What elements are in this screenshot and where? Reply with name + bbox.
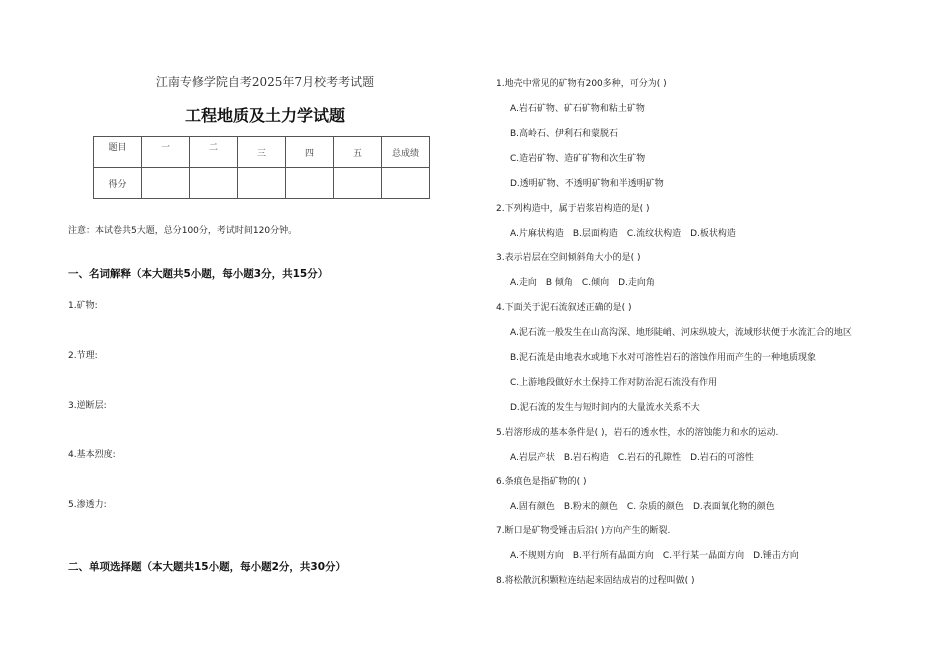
question-option: C. 杂质的颜色 xyxy=(626,502,684,512)
question-option: D.泥石流的发生与短时间内的大量流水关系不大 xyxy=(510,403,700,413)
question-stem: 1.地壳中常见的矿物有200多种，可分为( ) xyxy=(496,79,667,89)
section2-title: 二、单项选择题（本大题共15小题，每小题2分，共30分） xyxy=(68,561,347,573)
question-option: D.锤击方向 xyxy=(753,551,799,561)
score-table-header-row xyxy=(94,137,430,168)
question-option-row xyxy=(510,450,763,463)
term-item: 1.矿物: xyxy=(68,301,98,311)
question-stem: 6.条痕色是指矿物的( ) xyxy=(496,477,587,487)
term-item: 4.基本烈度: xyxy=(68,450,116,460)
question-stem: 7.断口是矿物受锤击后沿( )方向产生的断裂. xyxy=(496,526,671,536)
question-option: A.岩层产状 xyxy=(510,453,555,463)
question-option: C.倾向 xyxy=(581,278,610,288)
score-row-label: 得分 xyxy=(94,168,142,199)
score-table-header-cell: 二 xyxy=(190,137,238,168)
question-option: A.不规则方向 xyxy=(510,551,564,561)
exam-title: 工程地质及土力学试题 xyxy=(184,106,345,125)
question-option: B.层面构造 xyxy=(572,229,618,239)
score-cell[interactable] xyxy=(142,168,190,199)
score-cell[interactable] xyxy=(382,168,430,199)
score-table-header-cell: 四 xyxy=(286,137,334,168)
question-option: C.流纹状构造 xyxy=(626,229,682,239)
question-option: D.板状构造 xyxy=(690,229,736,239)
score-cell[interactable] xyxy=(334,168,382,199)
term-item: 3.逆断层: xyxy=(68,401,107,411)
question-option: C.岩石的孔隙性 xyxy=(617,453,682,463)
question-stem: 3.表示岩层在空间倾斜角大小的是( ) xyxy=(496,253,641,263)
question-option: C.平行某一晶面方向 xyxy=(662,551,745,561)
question-option: B.泥石流是由地表水或地下水对可溶性岩石的溶蚀作用而产生的一种地质现象 xyxy=(510,353,817,363)
question-option-row xyxy=(510,499,784,512)
score-table xyxy=(93,136,430,199)
score-cell[interactable] xyxy=(238,168,286,199)
score-table-header-cell: 一 xyxy=(142,137,190,168)
question-option: B.粉末的颜色 xyxy=(563,502,618,512)
question-option: B.平行所有晶面方向 xyxy=(572,551,654,561)
exam-notice: 注意：本试卷共5大题，总分100分，考试时间120分钟。 xyxy=(68,226,298,236)
question-option: B.高岭石、伊利石和蒙脱石 xyxy=(510,129,619,139)
question-option-row xyxy=(510,548,808,561)
term-item: 2.节理: xyxy=(68,351,98,361)
score-cell[interactable] xyxy=(286,168,334,199)
question-stem: 2.下列构造中，属于岩浆岩构造的是( ) xyxy=(496,204,650,214)
score-table-score-row xyxy=(94,168,430,199)
question-option: A.泥石流一般发生在山高沟深、地形陡峭、河床纵坡大，流域形状便于水流汇合的地区 xyxy=(510,328,852,338)
question-option: A.走向 xyxy=(510,278,537,288)
question-option: A.岩石矿物、矿石矿物和粘土矿物 xyxy=(510,104,645,114)
question-option: A.片麻状构造 xyxy=(510,229,564,239)
score-table-header-cell: 总成绩 xyxy=(382,137,430,168)
question-option: B.岩石构造 xyxy=(563,453,609,463)
score-table-header-cell: 三 xyxy=(238,137,286,168)
question-stem: 5.岩溶形成的基本条件是( )，岩石的透水性，水的溶蚀能力和水的运动. xyxy=(496,428,779,438)
exam-subtitle: 江南专修学院自考2025年7月校考考试题 xyxy=(155,75,375,89)
question-option: C.上游地段做好水土保持工作对防治泥石流没有作用 xyxy=(510,378,718,388)
question-option: B 倾角 xyxy=(545,278,573,288)
question-option: D.透明矿物、不透明矿物和半透明矿物 xyxy=(510,179,664,189)
section1-title: 一、名词解释（本大题共5小题，每小题3分，共15分） xyxy=(68,268,329,280)
score-table-header-cell: 题目 xyxy=(94,137,142,168)
question-option: D.岩石的可溶性 xyxy=(690,453,754,463)
question-stem: 8.将松散沉积颗粒连结起来固结成岩的过程叫做( ) xyxy=(496,576,695,586)
question-option-row xyxy=(510,226,745,239)
question-option: C.造岩矿物、造矿矿物和次生矿物 xyxy=(510,154,646,164)
term-item: 5.渗透力: xyxy=(68,500,107,510)
score-cell[interactable] xyxy=(190,168,238,199)
question-stem: 4.下面关于泥石流叙述正确的是( ) xyxy=(496,303,632,313)
question-option: D.表面氧化物的颜色 xyxy=(692,502,775,512)
score-table-header-cell: 五 xyxy=(334,137,382,168)
question-option: A.固有颜色 xyxy=(510,502,555,512)
question-option-row xyxy=(510,275,664,288)
question-option: D.走向角 xyxy=(618,278,655,288)
